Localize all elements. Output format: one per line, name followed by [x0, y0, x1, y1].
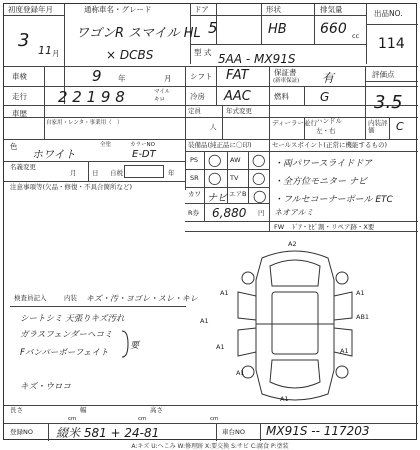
- tax-label: 自税: [110, 169, 123, 177]
- grade-value: × DCBS: [106, 48, 154, 62]
- fuel-value: G: [320, 90, 330, 104]
- dealer-label: ディーラー並行: [272, 119, 317, 127]
- warranty-label: 保証書: [274, 68, 297, 77]
- chassis-label: 車台NO: [222, 428, 245, 436]
- inspection-line-1: シートシミ 天張りキズ汚れ: [20, 314, 125, 324]
- car-name-value: ワゴンR スマイル HL: [76, 26, 201, 41]
- recycle-value: 6,880: [212, 206, 247, 220]
- lot-label: 出品NO.: [374, 9, 403, 18]
- shift-value: FAT: [226, 68, 249, 83]
- equip-sr: SR: [190, 174, 199, 182]
- equip-tv-val: ◯: [252, 171, 266, 185]
- score-value: 3.5: [374, 92, 403, 113]
- selling-line-1: ・両パワースライドドア: [274, 159, 373, 169]
- equip-sr-val: ◯: [208, 171, 222, 185]
- width-label: 幅: [80, 406, 87, 414]
- length-unit: cm: [68, 416, 77, 422]
- first-reg-month: 11: [38, 44, 52, 57]
- interior-value: C: [396, 120, 404, 133]
- mileage-label: 走行: [12, 92, 27, 101]
- dmg-a1-5: A1: [340, 347, 349, 355]
- displacement-unit: cc: [352, 32, 360, 40]
- dmg-ab1: AB1: [356, 313, 370, 321]
- inspection-interior-marks: キズ・汚・ヨゴレ・スレ・キレ: [86, 294, 198, 303]
- score-label: 評価点: [372, 70, 395, 79]
- color-no-value: E-DT: [132, 149, 156, 160]
- inspection-label: 車検: [12, 72, 27, 81]
- selling-line-2: ・全方位モニター ナビ: [274, 177, 367, 187]
- mileage-value: 2 2 1 9 8: [58, 88, 125, 106]
- equip-aw: AW: [230, 156, 241, 164]
- reg-no-label: 登録NO: [10, 428, 33, 436]
- selling-header: セールスポイント(正常に機能するもの): [272, 141, 387, 149]
- width-unit: cm: [138, 416, 147, 422]
- capacity-unit: 人: [210, 123, 217, 131]
- fuel-label: 燃料: [274, 92, 289, 101]
- ac-label: 冷房: [190, 92, 205, 101]
- car-name-label: 通称車名・グレード: [84, 5, 152, 14]
- equip-airbag-val: ◯: [253, 189, 267, 203]
- inspection-month-unit: 月: [164, 74, 172, 83]
- length-label: 長さ: [10, 406, 23, 414]
- handle-value: 左・右: [316, 127, 336, 135]
- change-year-label: 年式変更: [226, 107, 252, 115]
- mileage-unit-mile: マイル: [154, 89, 171, 95]
- warranty-sub: (新車保証): [273, 78, 300, 84]
- displacement-label: 排気量: [320, 5, 343, 14]
- color-label: 色: [10, 142, 18, 151]
- inspection-line-2: ガラスフェンダーヘコミ: [20, 330, 113, 340]
- inspection-record-label: 検査員記入: [14, 294, 47, 302]
- doors-value: 5: [208, 19, 218, 37]
- inspection-line-4: キズ・ウロコ: [20, 382, 71, 392]
- name-change-label: 名義変更: [10, 163, 36, 171]
- shape-value: HB: [268, 22, 287, 37]
- equip-aw-val: ◯: [252, 153, 266, 167]
- equip-kawa-val: ナビ: [207, 193, 227, 204]
- dmg-a2: A2: [288, 240, 297, 248]
- inspection-line-3: Fバンパーボーフェイト: [20, 348, 109, 358]
- first-reg-label: 初度登録年月: [8, 5, 53, 14]
- displacement-value: 660: [320, 21, 347, 37]
- model-label: 型 式: [194, 48, 212, 57]
- shape-label: 形状: [266, 5, 281, 14]
- history-label: 車歴: [12, 109, 27, 118]
- height-label: 高さ: [150, 406, 163, 414]
- equip-ps-val: ◯: [208, 153, 222, 167]
- name-change-month: 月: [70, 169, 77, 177]
- equipment-header: 装備品(純正品に〇印): [188, 141, 252, 149]
- recycle-label: R券: [188, 209, 200, 217]
- warranty-value: 有: [322, 71, 335, 85]
- equip-tv: TV: [230, 174, 239, 182]
- car-diagram: [230, 240, 360, 408]
- inspection-value: 9: [92, 67, 102, 85]
- auction-sheet: [3, 3, 417, 440]
- all-paint-label: 全塗: [100, 142, 112, 148]
- notes-header: 注意事項等(欠品・修復・不具合箇所など): [10, 183, 133, 191]
- height-unit: cm: [210, 416, 219, 422]
- dmg-a1-3: A1: [200, 317, 209, 325]
- selling-line-4: ネオアルミ: [274, 208, 314, 217]
- fw-label: FW: [274, 223, 285, 231]
- fw-note: ﾄﾞｱ・ﾋﾋﾞ割・リペア跡・X要: [292, 223, 375, 231]
- capacity-label: 定員: [188, 107, 201, 115]
- tax-year-label: 年: [168, 169, 175, 177]
- inspection-interior-label: 内装: [64, 294, 77, 302]
- color-value: ホワイト: [32, 148, 76, 161]
- model-value: 5AA - MX91S: [218, 52, 296, 66]
- shift-label: シフト: [190, 72, 213, 81]
- date-label: 日: [92, 169, 99, 177]
- mileage-unit-km: キロ: [154, 97, 166, 103]
- inspection-bracket: 要: [130, 341, 140, 351]
- dmg-a1-4: A1: [216, 343, 225, 351]
- dmg-a1-6: A1: [236, 369, 245, 377]
- equip-airbag: エアB: [229, 190, 247, 198]
- chassis-value: MX91S -- 117203: [266, 424, 370, 438]
- equip-kawa: カワ: [188, 190, 201, 198]
- inspection-year-unit: 年: [118, 74, 126, 83]
- ac-value: AAC: [224, 89, 251, 104]
- first-reg-year: 3: [18, 30, 30, 51]
- color-no-label: カラーNO: [130, 142, 155, 148]
- equip-ps: PS: [190, 156, 199, 164]
- dmg-a1-7: A1: [280, 395, 289, 403]
- recycle-unit: 円: [258, 209, 265, 217]
- lot-value: 114: [378, 36, 405, 52]
- dmg-a1-2: A1: [356, 289, 365, 297]
- selling-line-3: ・フルセコーナーポール ETC: [274, 195, 393, 205]
- legend-footer: A:キズ U:へこみ W:修理跡 X:要交換 S:サビ C:腐食 P:塗装: [131, 443, 289, 450]
- interior-label: 内装評価: [368, 119, 388, 134]
- dmg-a1-1: A1: [220, 289, 229, 297]
- history-sub: 自家用・レンタ・事業用（ ）: [46, 120, 123, 126]
- reg-no-value: 綴米 581 + 24-81: [56, 426, 160, 440]
- handle-label: ハンドル: [316, 117, 342, 125]
- first-reg-month-unit: 月: [52, 49, 60, 58]
- doors-label: ドア: [194, 5, 209, 14]
